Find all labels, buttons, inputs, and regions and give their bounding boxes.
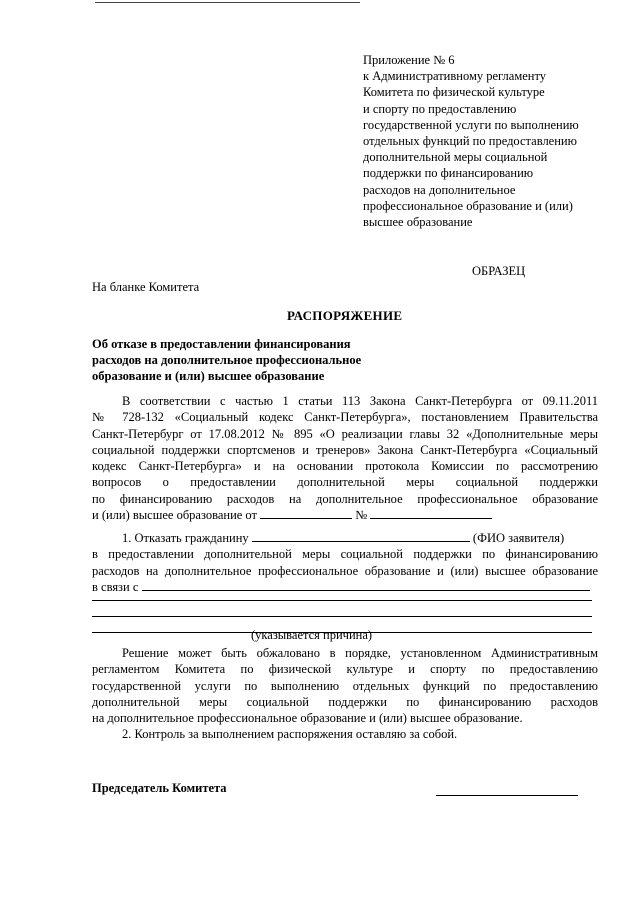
preamble-paragraph xyxy=(92,393,598,523)
preamble-line: социальной поддержки спортсменов и тренеров» Закона Санкт-Петербурга «Социальный xyxy=(92,442,598,457)
appeal-last-line: на дополнительное профессиональное образование и (или) высшее образование. xyxy=(92,711,523,726)
reason-hint: (указывается причина) xyxy=(251,628,373,642)
annex-line: и спорту по предоставлению xyxy=(363,101,517,116)
reason-line xyxy=(92,579,598,595)
annex-line: дополнительной меры социальной xyxy=(363,150,548,165)
annex-line: поддержки по финансированию xyxy=(363,166,534,181)
fio-hint: (ФИО заявителя) xyxy=(472,531,565,545)
annex-line: Комитета по физической культуре xyxy=(363,85,545,100)
preamble-line: В соответствии с частью 1 статьи 113 Закона Санкт-Петербурга от 09.11.2011 xyxy=(122,394,598,408)
item-1-line: расходов на дополнительное профессиональное образование и (или) высшее образование xyxy=(92,563,598,578)
item-2-line: 2. Контроль за выполнением распоряжения оставляю за собой. xyxy=(122,727,458,742)
annex-line: отдельных функций по предоставлению xyxy=(363,134,577,149)
preamble-last-prefix: и (или) высшее образование от xyxy=(92,508,257,523)
appeal-line: государственной услуги по выполнению отдельных функций по предоставлению xyxy=(92,678,598,693)
item-1-paragraph xyxy=(92,530,598,633)
protocol-number-field[interactable] xyxy=(370,507,492,519)
signature-line[interactable] xyxy=(436,795,578,796)
protocol-number-sign: № xyxy=(355,508,368,523)
preamble-line: Санкт-Петербург от 17.08.2012 № 895 «О реализации главы 32 «Дополнительные меры xyxy=(92,426,598,441)
document-subject xyxy=(92,336,361,384)
letterhead-note: На бланке Комитета xyxy=(92,280,200,294)
document-title: РАСПОРЯЖЕНИЕ xyxy=(287,308,403,323)
annex-header xyxy=(363,52,623,230)
preamble-line: № 728-132 «Социальный кодекс Санкт-Петербурга», постановлением Правительства xyxy=(92,410,598,425)
subject-line: Об отказе в предоставлении финансирования xyxy=(92,337,351,351)
appeal-line: регламентом Комитета по физической культуре и спорту по предоставлению xyxy=(92,662,598,677)
item-1-line: в предоставлении дополнительной меры социальной поддержки по финансированию xyxy=(92,547,598,562)
appeal-paragraph xyxy=(92,645,598,743)
preamble-last-line xyxy=(92,507,598,523)
sample-label: ОБРАЗЕЦ xyxy=(472,264,526,278)
applicant-fio-field[interactable] xyxy=(252,530,470,542)
annex-line: расходов на дополнительное xyxy=(363,182,516,197)
annex-line: Приложение № 6 xyxy=(363,53,455,67)
reason-field[interactable] xyxy=(142,579,590,591)
preamble-line: кодекс Санкт-Петербурга» и на основании протокола Комиссии по рассмотрению xyxy=(92,459,598,474)
item-1-prefix: 1. Отказать гражданину xyxy=(122,531,249,545)
annex-line: профессиональное образование и (или) xyxy=(363,198,573,213)
subject-line: образование и (или) высшее образование xyxy=(92,369,325,383)
annex-line: к Административному регламенту xyxy=(363,69,547,84)
preamble-line: вопросов о предоставлении дополнительной меры социальной поддержки xyxy=(92,475,598,490)
preamble-line: по финансированию расходов на дополнительное профессиональное образование xyxy=(92,491,598,506)
subject-line: расходов на дополнительное профессиональное xyxy=(92,353,362,367)
annex-line: высшее образование xyxy=(363,215,473,230)
appeal-line: Решение может быть обжаловано в порядке, установленном Административным xyxy=(122,646,598,660)
reason-prefix: в связи с xyxy=(92,579,139,594)
item-1-first-line xyxy=(92,530,598,546)
annex-line: государственной услуги по выполнению xyxy=(363,117,579,132)
appeal-line: дополнительной меры социальной поддержки по финансированию расходов xyxy=(92,694,598,709)
protocol-date-field[interactable] xyxy=(260,507,352,519)
scan-top-rule xyxy=(95,2,360,3)
signatory-title: Председатель Комитета xyxy=(92,781,227,795)
